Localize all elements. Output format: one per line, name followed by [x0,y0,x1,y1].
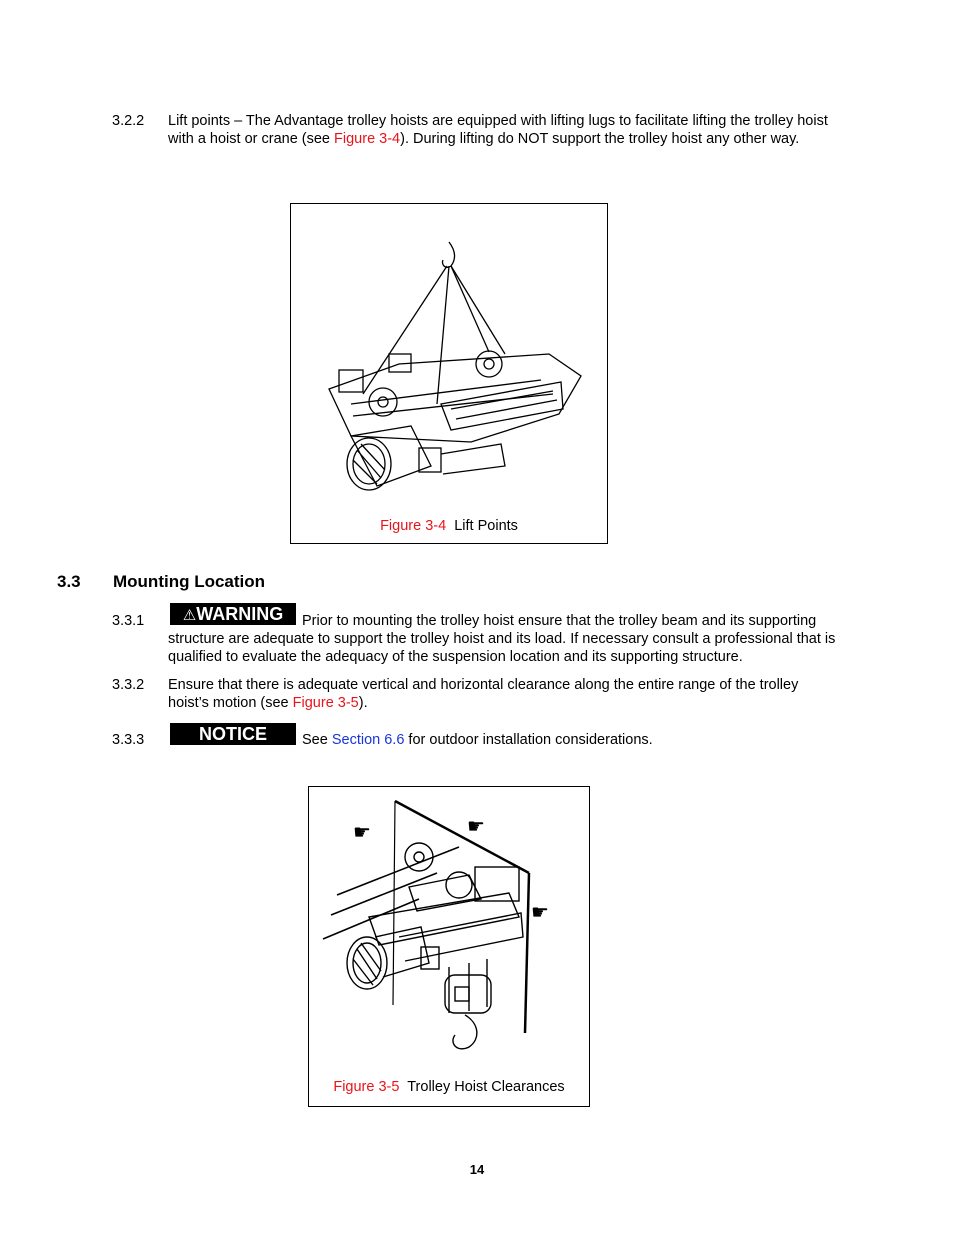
trolley-hoist-clearances-illustration [309,787,589,1077]
warning-triangle-icon: ⚠ [182,607,197,624]
figure-ref: Figure 3-5 [333,1079,400,1095]
paragraph-text: See [302,732,332,748]
pointing-hand-icon: ☛ [353,820,371,844]
figure-3-5-link[interactable]: Figure 3-5 [292,695,359,711]
page-number: 14 [469,1162,485,1177]
figure-title: Trolley Hoist Clearances [407,1079,565,1095]
paragraph-text: Ensure that there is adequate vertical and horizontal clearance along the entire range of the trolley hoist’s motion (see [168,677,799,711]
pointing-hand-icon: ☛ [467,814,485,838]
paragraph-text: Lift points – The Advantage trolley hoists are equipped with lifting lugs to facilitate lifting the trolley hoist with a hoist or crane (see [168,113,828,147]
lift-points-illustration [291,204,607,514]
warning-label: WARNING [196,604,284,624]
section-number-3-3-1: 3.3.1 [112,613,145,629]
figure-3-5 [308,786,590,1107]
paragraph-3-3-3 [302,731,822,749]
section-6-6-link[interactable]: Section 6.6 [331,732,405,748]
section-title: Mounting Location [113,572,266,591]
figure-3-4-link[interactable]: Figure 3-4 [334,131,401,147]
notice-badge: NOTICE [170,723,296,745]
paragraph-text: ). During lifting do NOT support the trolley hoist any other way. [400,131,800,147]
figure-3-5-caption [309,1078,589,1096]
section-number-3-3-2: 3.3.2 [112,677,145,693]
figure-title: Lift Points [454,518,518,534]
figure-3-4-caption [291,517,607,535]
paragraph-3-3-2 [168,676,828,712]
section-number-3-3-3: 3.3.3 [112,732,145,748]
paragraph-3-2-2 [168,112,828,148]
section-number-3-3: 3.3 [57,572,81,591]
paragraph-text: for outdoor installation considerations. [404,732,653,748]
pointing-hand-icon: ☛ [531,900,549,924]
figure-ref: Figure 3-4 [380,518,447,534]
paragraph-text: ). [358,695,368,711]
figure-3-4 [290,203,608,544]
section-number-3-2-2: 3.2.2 [112,113,145,129]
paragraph-3-3-1: Prior to mounting the trolley hoist ensure that the trolley beam and its supporting structure are adequate to support the trolley hoist and its load. If necessary consult a professional that is qualified to evaluate the adequacy of the suspension location and its supporting structure. [168,613,836,665]
